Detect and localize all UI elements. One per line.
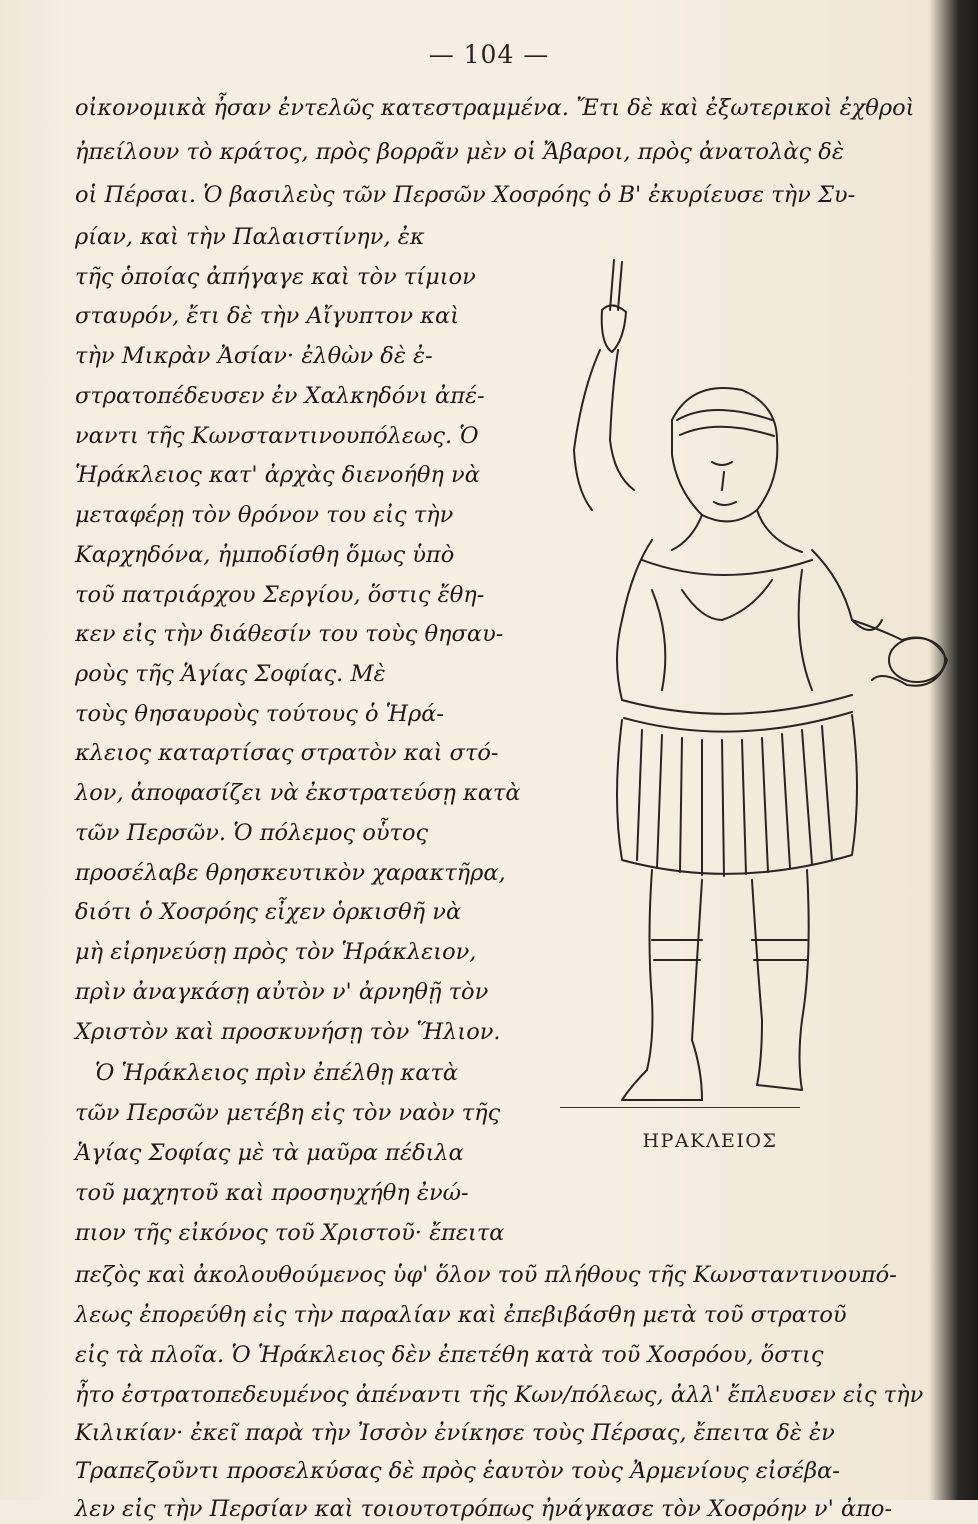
text-line: πιον τῆς εἰκόνος τοῦ Χριστοῦ· ἔπειτα [75,1220,505,1246]
text-line: ναντι τῆς Κωνσταντινουπόλεως. Ὁ [75,423,479,449]
figure-groundline [560,1107,800,1108]
text-line: εἰς τὰ πλοῖα. Ὁ Ἡράκλειος δὲν ἐπετέθη κατὰ τοῦ Χοσρόου, ὅστις [75,1342,824,1368]
text-line: τὴν Μικρὰν Ἀσίαν· ἐλθὼν δὲ ἐ- [75,343,433,369]
text-line: οἰκονομικὰ ἦσαν ἐντελῶς κατεστραμμένα. Ἔτι δὲ καὶ ἐξωτερικοὶ ἐχθροὶ [75,95,915,121]
text-line: λον, ἀποφασίζει νὰ ἐκστρατεύσῃ κατὰ [75,780,521,806]
text-line: προσέλαβε θρησκευτικὸν χαρακτῆρα, [75,860,506,886]
text-line: λεως ἐπορεύθη εἰς τὴν παραλίαν καὶ ἐπεβιβάσθη μετὰ τοῦ στρατοῦ [75,1302,847,1328]
text-line: ρίαν, καὶ τὴν Παλαιστίνην, ἐκ [75,224,425,250]
page-number: — 104 — [428,40,550,69]
text-line: τῶν Περσῶν μετέβη εἰς τὸν ναὸν τῆς [75,1100,501,1126]
figure-caption: ΗΡΑΚΛΕΙΟΣ [642,1130,778,1152]
text-line: διότι ὁ Χοσρόης εἶχεν ὁρκισθῆ νὰ [75,899,462,925]
text-line: Κιλικίαν· ἐκεῖ παρὰ τὴν Ἰσσὸν ἐνίκησε τοὺς Πέρσας, ἔπειτα δὲ ἐν [75,1420,835,1446]
text-line: τοῦ πατριάρχου Σεργίου, ὅστις ἔθη- [75,582,485,608]
text-line: τοῦ μαχητοῦ καὶ προσηυχήθη ἐνώ- [75,1180,469,1206]
text-line: στρατοπέδευσεν ἐν Χαλκηδόνι ἀπέ- [75,383,485,409]
text-line: λεν εἰς τὴν Περσίαν καὶ τοιουτοτρόπως ἠνάγκασε τὸν Χοσρόην ν' ἀπο- [75,1496,893,1522]
text-line: κεν εἰς τὴν διάθεσίν του τοὺς θησαυ- [75,621,504,647]
text-line: Χριστὸν καὶ προσκυνήσῃ τὸν Ἥλιον. [75,1019,501,1045]
text-line: τῆς ὁποίας ἀπήγαγε καὶ τὸν τίμιον [75,264,476,290]
text-line: Τραπεζοῦντι προσελκύσας δὲ πρὸς ἑαυτὸν τοὺς Ἀρμενίους εἰσέβα- [75,1458,840,1484]
text-line: Καρχηδόνα, ἠμποδίσθη ὅμως ὑπὸ [75,542,455,568]
text-line: οἱ Πέρσαι. Ὁ βασιλεὺς τῶν Περσῶν Χοσρόης ὁ Β' ἐκυρίευσε τὴν Συ- [75,182,856,208]
text-line: σταυρόν, ἔτι δὲ τὴν Αἴγυπτον καὶ [75,303,460,329]
text-line: πεζὸς καὶ ἀκολουθούμενος ὑφ' ὅλον τοῦ πλήθους τῆς Κωνσταντινουπό- [75,1262,897,1288]
text-line: μὴ εἰρηνεύσῃ πρὸς τὸν Ἡράκλειον, [75,939,477,965]
text-line: Ἁγίας Σοφίας μὲ τὰ μαῦρα πέδιλα [75,1140,464,1166]
text-line: ἦτο ἐστρατοπεδευμένος ἀπέναντι τῆς Κων/πόλεως, ἀλλ' ἔπλευσεν εἰς τὴν [75,1382,924,1408]
text-line: τοὺς θησαυροὺς τούτους ὁ Ἡρά- [75,701,445,727]
text-line: ἠπείλουν τὸ κράτος, πρὸς βορρᾶν μὲν οἱ Ἄβαροι, πρὸς ἀνατολὰς δὲ [75,139,844,165]
text-line: τῶν Περσῶν. Ὁ πόλεμος οὗτος [75,820,429,846]
text-line: ροὺς τῆς Ἁγίας Σοφίας. Μὲ [75,661,386,687]
text-line: Ὁ Ἡράκλειος πρὶν ἐπέλθῃ κατὰ [95,1060,459,1086]
text-line: μεταφέρῃ τὸν θρόνον του εἰς τὴν [75,502,454,528]
text-line: Ἡράκλειος κατ' ἀρχὰς διενοήθη νὰ [75,462,480,488]
text-line: κλειος καταρτίσας στρατὸν καὶ στό- [75,740,499,766]
text-line: πρὶν ἀναγκάσῃ αὐτὸν ν' ἀρνηθῇ τὸν [75,979,489,1005]
heraclius-statue-illustration [552,240,952,1120]
